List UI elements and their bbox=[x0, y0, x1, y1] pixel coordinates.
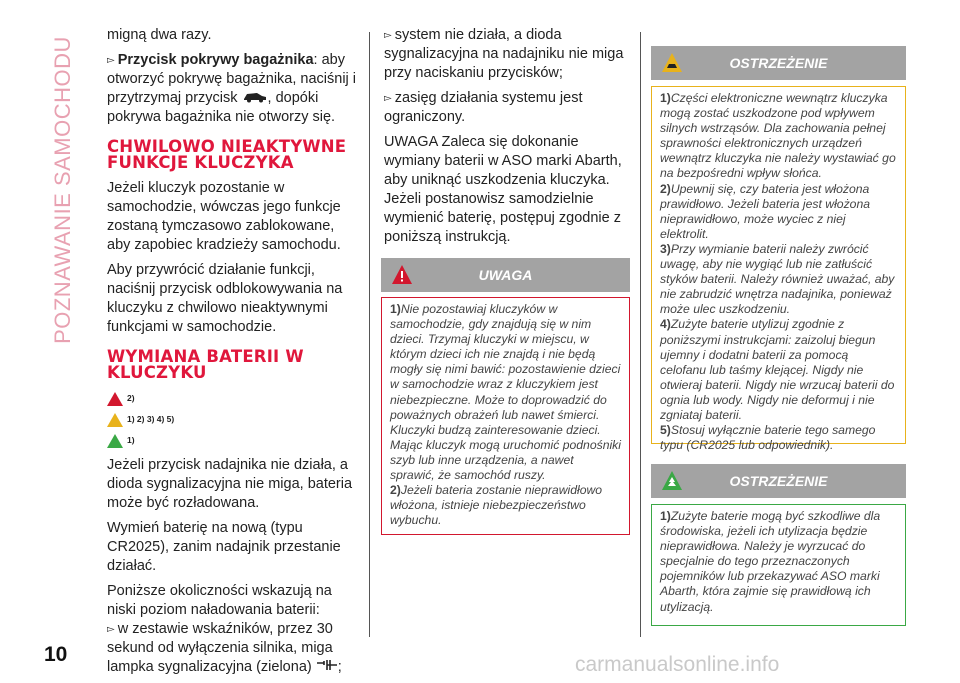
note: 4)Zużyte baterie utylizuj zgodnie z poniższymi instrukcjami: zaizoluj biegun ujemny i dodatni baterii za pomocą celofanu lub taśmy klejącej. Nigdy nie otwieraj baterii. Nigdy nie wrzucaj baterii do ognia lub wody. Nigdy nie deformuj i nie zgniataj baterii. bbox=[660, 317, 895, 422]
section-heading: CHWILOWO NIEAKTYWNE FUNKCJE KLUCZYKA bbox=[107, 137, 347, 172]
ostrzezenie-env-box-header: OSTRZEŻENIE bbox=[651, 464, 906, 498]
paragraph: UWAGA Zaleca się dokonanie wymiany baterii w ASO marki Abarth, aby uniknąć uszkodzenia kluczyka. Jeżeli postanowisz samodzielnie wymienić baterię, postępuj zgodnie z poniższą instrukcją. bbox=[384, 134, 622, 245]
tree-icon bbox=[661, 470, 683, 492]
note: 2)Upewnij się, czy bateria jest włożona prawidłowo. Jeżeli bateria jest włożona nieprawidłowo, może wyciec z niej elektrolit. bbox=[660, 181, 871, 241]
note: 3)Przy wymianie baterii należy zwrócić uwagę, aby nie wygiąć lub nie zatłuścić styków baterii. Należy również uważać, aby nie zabrudzić wnętrza nadajnika, ponieważ może ulec uszkodzeniu. bbox=[660, 241, 895, 317]
watermark: carmanualsonline.info bbox=[575, 653, 780, 676]
paragraph: migną dwa razy. bbox=[107, 27, 212, 43]
warning-ref: 1) bbox=[107, 431, 357, 450]
paragraph: Wymień baterię na nową (typu CR2025), zanim nadajnik przestanie działać. bbox=[107, 520, 341, 574]
paragraph: ▻ Przycisk pokrywy bagażnika: aby otworzyć pokrywę bagażnika, naciśnij i przytrzymaj przycisk , dopóki pokrywa bagażnika nie otworzy się. bbox=[107, 51, 357, 127]
paragraph: Jeżeli kluczyk pozostanie w samochodzie, wówczas jego funkcje zostaną tymczasowo zablokowane, aby zapobiec kradzieży samochodu. bbox=[107, 180, 341, 253]
ostrzezenie-env-box bbox=[651, 504, 906, 626]
paragraph: ▻ w zestawie wskaźników, przez 30 sekund od wyłączenia silnika, miga lampka sygnalizacyjna (zielona) ; bbox=[107, 620, 357, 677]
car-trunk-icon bbox=[242, 90, 268, 103]
car-warning-icon bbox=[661, 52, 683, 74]
battery-lamp-icon bbox=[316, 658, 338, 673]
paragraph: Aby przywrócić działanie funkcji, naciśnij przycisk odblokowywania na kluczyku z chwilowo nieaktywnymi funkcjami w samochodzie. bbox=[107, 262, 343, 335]
note: 5)Stosuj wyłącznie baterie tego samego typu (CR2025 lub odpowiednik). bbox=[660, 423, 876, 453]
uwaga-box bbox=[381, 297, 630, 535]
note: 2)Jeżeli bateria zostanie nieprawidłowo włożona, istnieje niebezpieczeństwo wybuchu. bbox=[390, 483, 603, 528]
note: 1)Nie pozostawiaj kluczyków w samochodzie, gdy znajdują się w nim dzieci. Trzymaj kluczyki w miejscu, w którym dzieci ich nie znajdą i nie będą mogły się nimi bawić: pozostawienie dzieci w samochodzie wraz z kluczykiem jest niebezpieczne. Może to doprowadzić do poważnych obrażeń lub nawet śmierci. Kluczyki budzą zainteresowanie dzieci. Mając kluczyk mogą uruchomić podnośniki szyb lub inne urządzenia, a nawet sprawić, że samochód ruszy. bbox=[390, 302, 621, 483]
column-divider bbox=[640, 32, 641, 637]
list-item: ▻ system nie działa, a dioda sygnalizacyjna na nadajniku nie miga przy naciskaniu przycisków; bbox=[384, 26, 630, 83]
paragraph: Jeżeli przycisk nadajnika nie działa, a dioda sygnalizacyjna nie miga, bateria może być rozładowana. bbox=[107, 457, 353, 511]
note: 1)Części elektroniczne wewnątrz kluczyka mogą zostać uszkodzone pod wpływem silnych wstrząsów. Dla zachowania pełnej sprawności elektronicznych urządzeń wewnątrz kluczyka nie należy wystawiać go na bezpośredni wpływ słońca. bbox=[660, 91, 896, 181]
section-heading: WYMIANA BATERII W KLUCZYKU bbox=[107, 347, 304, 382]
car-warning-icon bbox=[107, 413, 123, 427]
column-divider bbox=[369, 32, 370, 637]
uwaga-box-header: UWAGA bbox=[381, 258, 630, 292]
list-item: ▻ zasięg działania systemu jest ograniczony. bbox=[384, 89, 630, 127]
column-middle bbox=[384, 26, 630, 253]
paragraph: Poniższe okoliczności wskazują na niski poziom naładowania baterii: bbox=[107, 583, 332, 618]
side-section-title: POZNAWANIE SAMOCHODU bbox=[50, 36, 75, 344]
warning-triangle-icon bbox=[107, 392, 123, 406]
ostrzezenie-box-header: OSTRZEŻENIE bbox=[651, 46, 906, 80]
page-number: 10 bbox=[44, 643, 68, 666]
warning-triangle-icon bbox=[391, 264, 413, 286]
tree-icon bbox=[107, 434, 123, 448]
warning-ref: 1) 2) 3) 4) 5) bbox=[107, 410, 357, 429]
ostrzezenie-box bbox=[651, 86, 906, 453]
column-left bbox=[107, 26, 357, 683]
warning-ref: 2) bbox=[107, 389, 357, 408]
note: 1)Zużyte baterie mogą być szkodliwe dla środowiska, jeżeli ich utylizacja będzie nieprawidłowa. Należy je wyrzucać do specjalnie do tego przeznaczonych pojemników lub przekazywać ASO marki Abarth, która zajmie się prawidłową ich utylizacją. bbox=[660, 509, 881, 614]
